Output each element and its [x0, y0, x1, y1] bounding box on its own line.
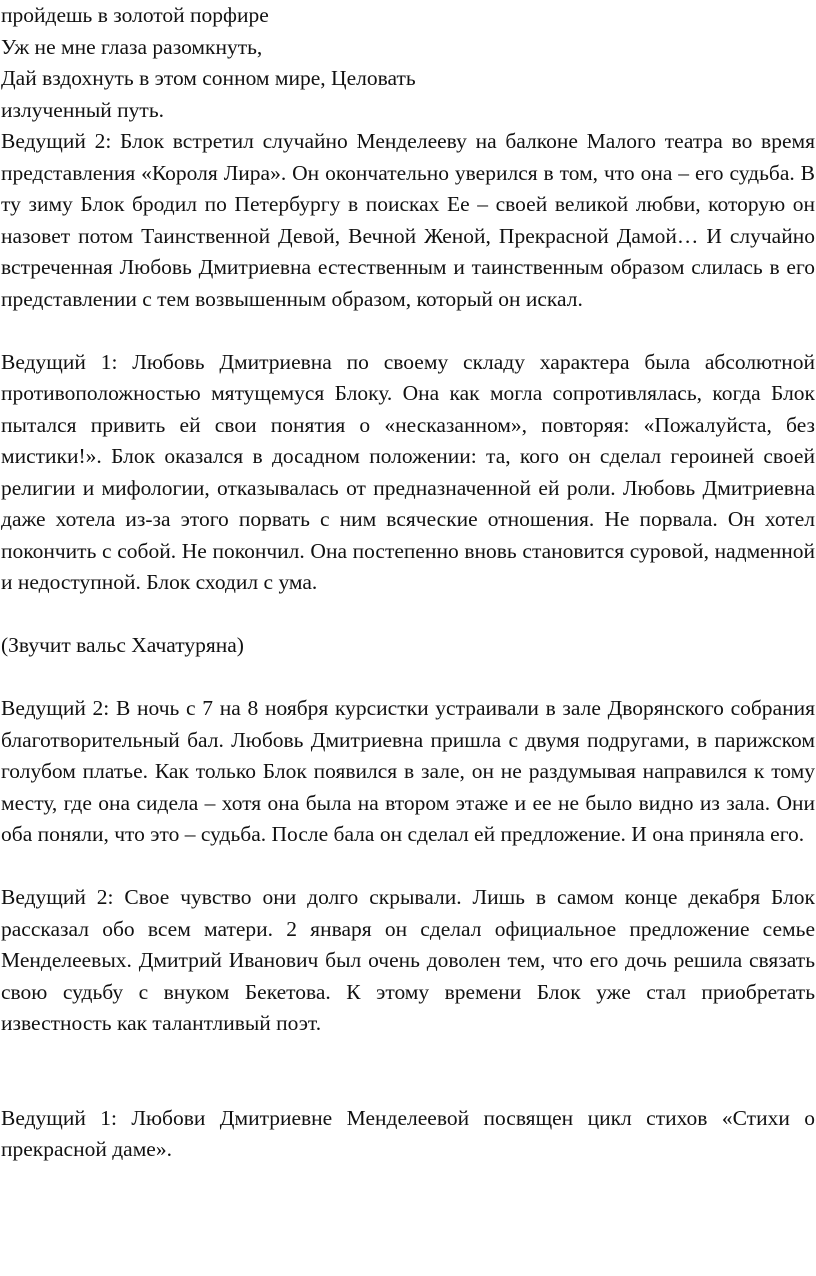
poem-line: пройдешь в золотой порфире [1, 3, 269, 27]
stage-direction: (Звучит вальс Хачатуряна) [1, 633, 244, 657]
paragraph-presenter-2-meeting: Ведущий 2: Блок встретил случайно Менделееву на балконе Малого театра во время представления «Короля Лира». Он окончательно уверился в том, что она – его судьба. В ту зиму Блок бродил по Петербургу в поисках Ее – своей великой любви, которую он назовет потом Таинственной Девой, Вечной Женой, Прекрасной Дамой… И случайно встреченная Любовь Дмитриевна естественным и таинственным образом слилась в его представлении с тем возвышенным образом, который он искал. [1, 129, 815, 311]
blank-line [1, 599, 815, 631]
poem-line: Дай вздохнуть в этом сонном мире, Целовать [1, 66, 416, 90]
paragraph-presenter-1-poems: Ведущий 1: Любови Дмитриевне Менделеевой посвящен цикл стихов «Стихи о прекрасной даме». [1, 1105, 815, 1161]
poem-line: излученный путь. [1, 97, 165, 122]
blank-lines [1, 1040, 815, 1103]
blank-line [1, 851, 815, 883]
poem-fragment [1, 0, 815, 126]
blank-line [1, 662, 815, 694]
paragraph-presenter-1-character: Ведущий 1: Любовь Дмитриевна по своему складу характера была абсолютной противоположностью мятущемуся Блоку. Она как могла сопротивлялась, когда Блок пытался привить ей свои понятия о «несказанном», повторяя: «Пожалуйста, без мистики!». Блок оказался в досадном положении: та, кого он сделал героиней своей религии и мифологии, отказывалась от предназначенной ей роли. Любовь Дмитриевна даже хотела из-за этого порвать с ним всяческие отношения. Не порвала. Он хотел покончить с собой. Не покончил. Она постепенно вновь становится суровой, надменной и недоступной. Блок сходил с ума. [1, 349, 815, 594]
paragraph-presenter-2-proposal: Ведущий 2: Свое чувство они долго скрывали. Лишь в самом конце декабря Блок рассказал обо всем матери. 2 января он сделал официальное предложение семье Менделеевых. Дмитрий Иванович был очень доволен тем, что его дочь решила связать свою судьбу с внуком Бекетова. К этому времени Блок уже стал приобретать известность как талантливый поэт. [1, 885, 815, 1035]
blank-line [1, 315, 815, 347]
paragraph-presenter-2-ball: Ведущий 2: В ночь с 7 на 8 ноября курсистки устраивали в зале Дворянского собрания благотворительный бал. Любовь Дмитриевна пришла с двумя подругами, в парижском голубом платье. Как только Блок появился в зале, он не раздумывая направился к тому месту, где она сидела – хотя она была на втором этаже и ее не было видно из зала. Они оба поняли, что это – судьба. После бала он сделал ей предложение. И она приняла его. [1, 696, 815, 846]
poem-line: Уж не мне глаза разомкнуть, [1, 34, 263, 59]
